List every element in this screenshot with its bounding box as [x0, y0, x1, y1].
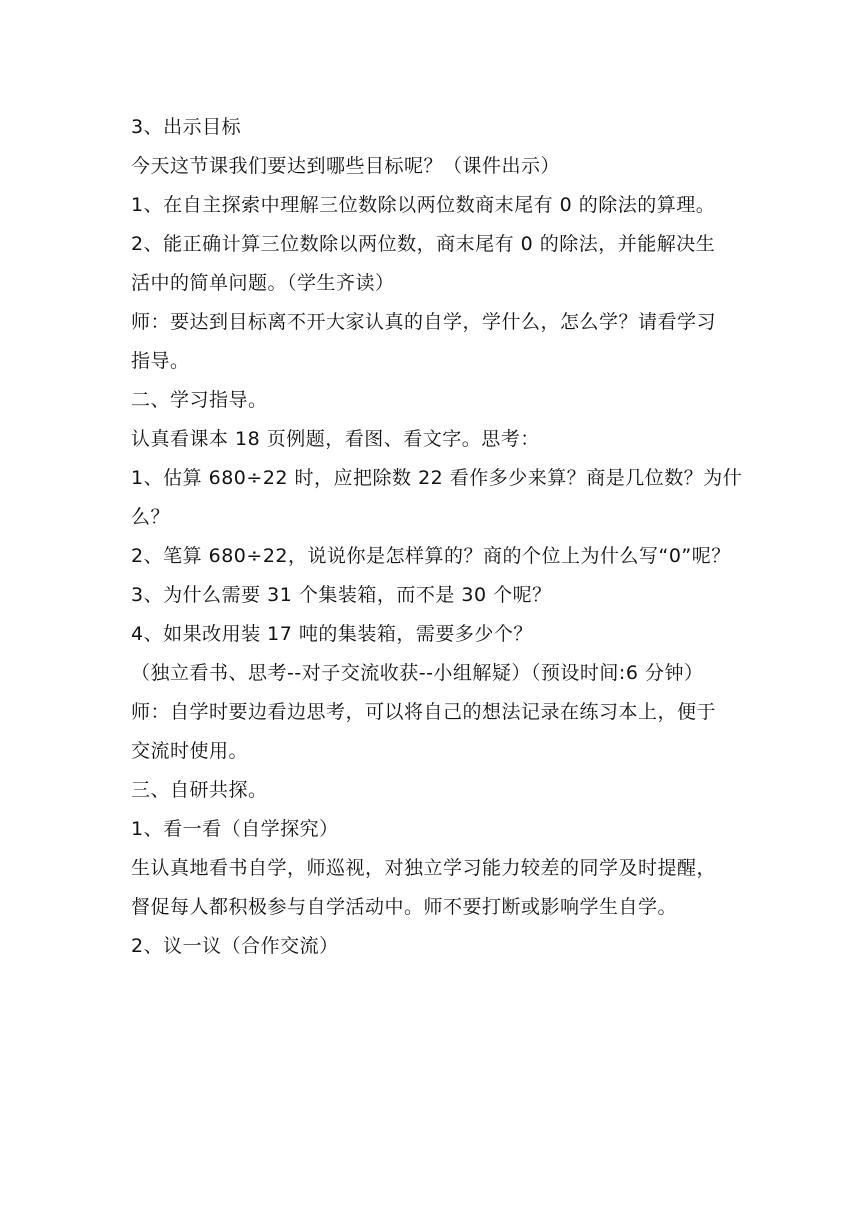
question-item-1: 1、估算 680÷22 时，应把除数 22 看作多少来算？商是几位数？为什: [131, 467, 743, 489]
teacher-remark-continued: 交流时使用。: [131, 740, 249, 762]
goal-item-1: 1、在自主探索中理解三位数除以两位数商末尾有 0 的除法的算理。: [131, 194, 716, 216]
question-item-2: 2、笔算 680÷22，说说你是怎样算的？商的个位上为什么写“0”呢？: [131, 545, 731, 567]
question-item-4: 4、如果改用装 17 吨的集装箱，需要多少个？: [131, 623, 533, 645]
activity-note: （独立看书、思考--对子交流收获--小组解疑）（预设时间:6 分钟）: [131, 662, 704, 684]
section-heading-show-goals: 3、出示目标: [131, 116, 242, 138]
goal-item-2: 2、能正确计算三位数除以两位数，商末尾有 0 的除法，并能解决生: [131, 233, 716, 255]
step-item-1: 1、看一看（自学探究）: [131, 818, 339, 840]
step-item-2: 2、议一议（合作交流）: [131, 935, 339, 957]
paragraph-line: 认真看课本 18 页例题，看图、看文字。思考：: [131, 428, 540, 450]
question-item-3: 3、为什么需要 31 个集装箱，而不是 30 个呢？: [131, 584, 552, 606]
paragraph-line: 今天这节课我们要达到哪些目标呢？（课件出示）: [131, 155, 561, 177]
goal-item-2-continued: 活中的简单问题。（学生齐读）: [131, 272, 395, 294]
section-heading-self-study: 三、自研共探。: [131, 779, 268, 801]
teacher-remark-continued: 指导。: [131, 350, 190, 372]
document-body: [131, 108, 743, 966]
question-item-1-continued: 么？: [131, 506, 171, 528]
paragraph-line-continued: 督促每人都积极参与自学活动中。师不要打断或影响学生自学。: [131, 896, 678, 918]
teacher-remark: 师：自学时要边看边思考，可以将自己的想法记录在练习本上，便于: [131, 701, 717, 723]
section-heading-study-guide: 二、学习指导。: [131, 389, 268, 411]
paragraph-line: 生认真地看书自学，师巡视，对独立学习能力较差的同学及时提醒，: [131, 857, 717, 879]
teacher-remark: 师：要达到目标离不开大家认真的自学，学什么，怎么学？请看学习: [131, 311, 717, 333]
